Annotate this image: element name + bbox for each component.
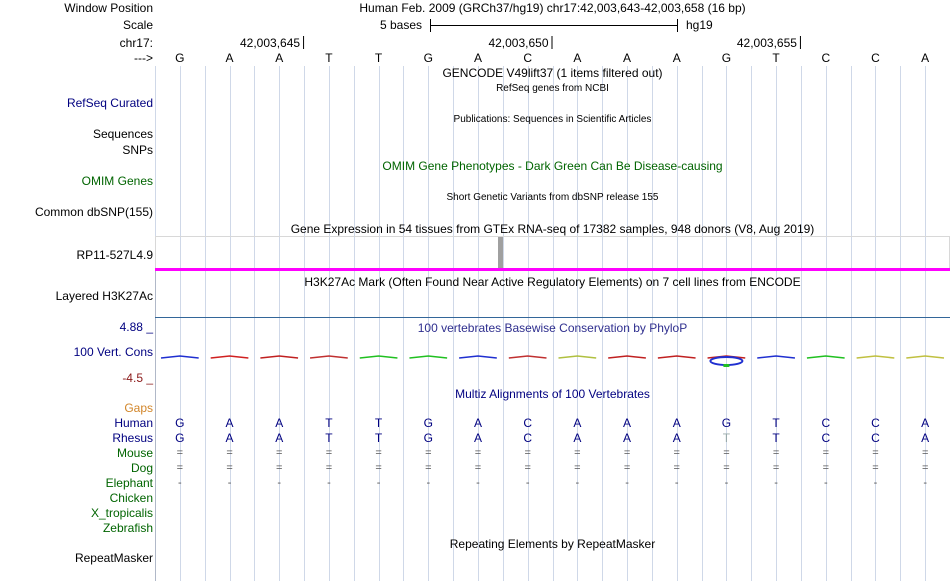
conservation-mark (509, 356, 547, 358)
aligned-base: = (524, 462, 531, 474)
aligned-base: T (772, 431, 780, 445)
aligned-base: A (921, 431, 930, 445)
aligned-base: T (374, 431, 383, 445)
aligned-base: = (574, 462, 581, 474)
aligned-base: C (523, 431, 532, 445)
aligned-base: A (225, 416, 234, 430)
gencode-track-title[interactable]: GENCODE V49lift37 (1 items filtered out) (442, 66, 663, 80)
aligned-base: = (822, 447, 829, 459)
scale-text: 5 bases (380, 18, 423, 32)
aligned-base: C (821, 416, 831, 430)
aligned-base: = (226, 462, 233, 474)
gtex-expression-bar (498, 237, 503, 268)
aligned-base: A (275, 416, 284, 430)
aligned-base: C (871, 431, 880, 445)
aligned-base: = (872, 447, 879, 459)
species-label[interactable]: Zebrafish (102, 521, 153, 535)
conservation-max-label: 4.88 _ (119, 320, 153, 334)
dbsnp-track-title: Short Genetic Variants from dbSNP release 155 (446, 192, 659, 203)
reference-base: C (523, 51, 532, 65)
aligned-base: = (325, 447, 333, 459)
reference-base: T (772, 51, 780, 65)
aligned-base: A (573, 416, 582, 430)
h3k27ac-track-title: H3K27Ac Mark (Often Found Near Active Regulatory Elements) on 7 cell lines from ENCODE (304, 275, 801, 289)
gtex-track-frame (156, 237, 950, 269)
aligned-base: = (772, 462, 780, 474)
conservation-mark (360, 356, 398, 358)
scale-assembly: hg19 (686, 18, 713, 32)
coordinate-label: 42,003,645 (240, 36, 301, 50)
reference-base: C (821, 51, 831, 65)
omim-genes-label[interactable]: OMIM Genes (81, 174, 153, 188)
conservation-mark (807, 356, 845, 358)
aligned-base: - (823, 477, 828, 489)
species-label[interactable]: Human (114, 416, 153, 430)
aligned-base: A (225, 431, 234, 445)
aligned-base: = (723, 462, 730, 474)
gaps-label: Gaps (124, 401, 153, 415)
chrom-label: chr17: (119, 36, 153, 50)
aligned-base: T (772, 416, 780, 430)
aligned-base: T (325, 431, 333, 445)
strand-label: ---> (134, 51, 153, 65)
reference-base: T (374, 51, 383, 65)
conservation-mark (211, 356, 249, 358)
aligned-base: = (325, 462, 333, 474)
aligned-base: = (574, 447, 581, 459)
aligned-base: - (774, 477, 778, 489)
coordinate-label: 42,003,655 (736, 36, 797, 50)
refseq-track-subtitle: RefSeq genes from NCBI (496, 83, 609, 94)
sequences-label[interactable]: Sequences (92, 127, 153, 141)
species-label[interactable]: Dog (130, 461, 153, 475)
scale-label: Scale (122, 18, 153, 32)
aligned-base: = (474, 462, 482, 474)
multiz-track-title: Multiz Alignments of 100 Vertebrates (455, 387, 650, 401)
gtex-magenta-divider (155, 268, 950, 271)
species-label[interactable]: Mouse (116, 446, 153, 460)
aligned-base: C (523, 416, 532, 430)
aligned-base: A (473, 431, 482, 445)
aligned-base: A (921, 416, 930, 430)
repeatmasker-label[interactable]: RepeatMasker (74, 551, 153, 565)
reference-base: T (325, 51, 333, 65)
aligned-base: = (921, 462, 929, 474)
aligned-base: C (821, 431, 831, 445)
aligned-base: - (227, 477, 232, 489)
aligned-base: = (276, 447, 283, 459)
aligned-base: T (722, 431, 731, 445)
aligned-base: A (573, 431, 582, 445)
aligned-base: - (674, 477, 679, 489)
aligned-base: A (623, 416, 632, 430)
reference-base: A (672, 51, 681, 65)
aligned-base: = (524, 447, 531, 459)
species-label[interactable]: Rhesus (112, 431, 153, 445)
refseq-curated-label[interactable]: RefSeq Curated (66, 96, 153, 110)
aligned-base: G (175, 431, 185, 445)
reference-base: A (275, 51, 284, 65)
aligned-base: - (426, 477, 431, 489)
aligned-base: = (822, 462, 829, 474)
species-label[interactable]: X_tropicalis (90, 506, 153, 520)
conservation-mark (658, 356, 696, 358)
reference-base: A (473, 51, 482, 65)
aligned-base: T (374, 416, 383, 430)
reference-base: A (623, 51, 632, 65)
aligned-base: A (275, 431, 284, 445)
window-position-label: Window Position (64, 1, 153, 15)
conservation-track-label[interactable]: 100 Vert. Cons (73, 345, 153, 359)
conservation-mark (310, 356, 348, 358)
aligned-base: - (525, 477, 530, 489)
coordinate-label: 42,003,650 (488, 36, 549, 50)
aligned-base: A (623, 431, 632, 445)
conservation-mark (459, 356, 497, 358)
conservation-min-label: -4.5 _ (122, 371, 153, 385)
aligned-base: = (474, 447, 482, 459)
reference-base: G (423, 51, 433, 65)
aligned-base: = (425, 462, 432, 474)
reference-base: G (175, 51, 185, 65)
aligned-base: T (325, 416, 333, 430)
gtex-gene-label[interactable]: RP11-527L4.9 (76, 248, 153, 262)
aligned-base: = (176, 447, 184, 459)
aligned-base: = (176, 462, 184, 474)
aligned-base: G (423, 431, 433, 445)
aligned-base: C (871, 416, 880, 430)
aligned-base: - (376, 477, 381, 489)
aligned-base: = (623, 447, 631, 459)
conservation-track-title: 100 vertebrates Basewise Conservation by PhyloP (417, 321, 688, 335)
aligned-base: = (375, 447, 382, 459)
reference-base: G (721, 51, 732, 65)
repeatmasker-track-title: Repeating Elements by RepeatMasker (449, 537, 656, 551)
species-label[interactable]: Elephant (105, 476, 153, 490)
aligned-base: - (873, 477, 878, 489)
aligned-base: = (723, 447, 730, 459)
omim-track-title: OMIM Gene Phenotypes - Dark Green Can Be Disease-causing (382, 159, 723, 173)
aligned-base: - (724, 477, 729, 489)
aligned-base: = (276, 462, 283, 474)
aligned-base: A (672, 416, 681, 430)
aligned-base: = (872, 462, 879, 474)
aligned-base: - (277, 477, 282, 489)
aligned-base: A (473, 416, 482, 430)
aligned-base: = (673, 462, 680, 474)
aligned-base: - (327, 477, 331, 489)
reference-base: A (573, 51, 582, 65)
reference-base: A (225, 51, 234, 65)
window-position-value: Human Feb. 2009 (GRCh37/hg19) chr17:42,003,643-42,003,658 (16 bp) (359, 1, 746, 15)
conservation-mark-dot (723, 364, 729, 367)
aligned-base: = (772, 447, 780, 459)
reference-base: C (871, 51, 880, 65)
aligned-base: - (476, 477, 480, 489)
aligned-base: G (423, 416, 433, 430)
aligned-base: = (425, 447, 432, 459)
aligned-base: = (921, 447, 929, 459)
species-label[interactable]: Chicken (109, 491, 153, 505)
reference-base: A (921, 51, 930, 65)
aligned-base: = (226, 447, 233, 459)
aligned-base: = (375, 462, 382, 474)
snps-label[interactable]: SNPs (122, 143, 153, 157)
aligned-base: - (178, 477, 182, 489)
aligned-base: = (673, 447, 680, 459)
aligned-base: A (672, 431, 681, 445)
publications-track-title: Publications: Sequences in Scientific Articles (453, 114, 652, 125)
aligned-base: - (625, 477, 629, 489)
aligned-base: G (175, 416, 185, 430)
aligned-base: G (721, 416, 732, 430)
aligned-base: - (575, 477, 580, 489)
gtex-track-title: Gene Expression in 54 tissues from GTEx RNA-seq of 17382 samples, 948 donors (V8, Aug 2019) (290, 222, 815, 236)
conservation-mark (161, 356, 199, 358)
aligned-base: - (923, 477, 927, 489)
common-dbsnp-label[interactable]: Common dbSNP(155) (34, 205, 153, 219)
layered-h3k27ac-label[interactable]: Layered H3K27Ac (55, 289, 153, 303)
aligned-base: = (623, 462, 631, 474)
